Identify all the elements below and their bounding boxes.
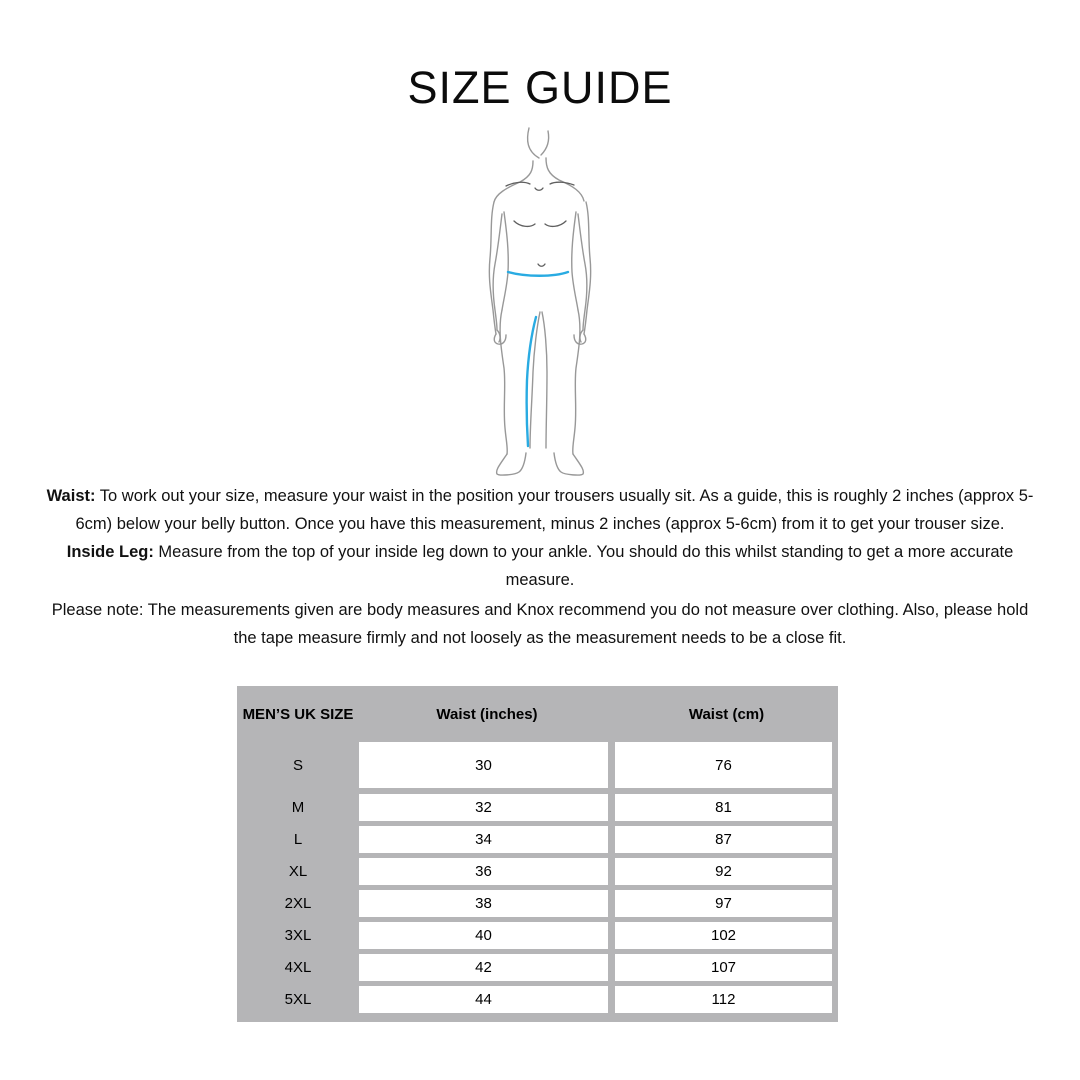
waist-measurement-line (508, 272, 568, 276)
waist-inches-cell: 30 (359, 742, 608, 788)
size-cell: 5XL (284, 991, 312, 1008)
waist-cm-cell: 107 (615, 954, 832, 981)
note-text: Please note: The measurements given are body measures and Knox recommend you do not measure over clothing. Also, please hold the tape measure firmly and not loosely as the measurement needs to be a close fit. (51, 601, 1029, 647)
header-waist-cm: Waist (cm) (688, 705, 765, 723)
waist-inches-cell: 32 (359, 794, 608, 821)
size-cell: M (291, 799, 305, 816)
table-row (237, 954, 838, 981)
size-table-header (237, 686, 838, 742)
waist-cm-cell: 102 (615, 922, 832, 949)
inside-leg-instruction-text: Measure from the top of your inside leg down to your ankle. You should do this whilst standing to get a more accurate measure. (158, 543, 1014, 589)
waist-instruction-text: To work out your size, measure your waist in the position your trousers usually sit. As a guide, this is roughly 2 inches (approx 5-6cm) below your belly button. Once you have this measurement, minus 2 inches (approx 5-6cm) from it to get your trouser size. (75, 487, 1034, 533)
size-cell: XL (288, 863, 308, 880)
waist-cm-cell: 112 (615, 986, 832, 1013)
waist-inches-cell: 36 (359, 858, 608, 885)
size-cell: 4XL (284, 959, 312, 976)
waist-inches-cell: 34 (359, 826, 608, 853)
waist-inches-cell: 42 (359, 954, 608, 981)
waist-inches-cell: 44 (359, 986, 608, 1013)
table-row (237, 890, 838, 917)
inside-leg-instruction (40, 538, 1040, 594)
waist-cm-cell: 87 (615, 826, 832, 853)
size-table (237, 686, 838, 1022)
waist-inches-cell: 40 (359, 922, 608, 949)
table-row (237, 858, 838, 885)
waist-instruction-label: Waist: (46, 487, 96, 505)
header-waist-inches: Waist (inches) (436, 705, 538, 723)
body-figure (470, 124, 610, 476)
page-title: SIZE GUIDE (407, 62, 673, 114)
size-cell: S (292, 756, 303, 774)
waist-instruction (40, 482, 1040, 538)
size-cell: 2XL (284, 895, 312, 912)
note-block (40, 596, 1040, 652)
body-figure-illustration (470, 124, 610, 476)
waist-cm-cell: 97 (615, 890, 832, 917)
waist-inches-cell: 38 (359, 890, 608, 917)
table-row (237, 922, 838, 949)
size-cell: L (293, 831, 303, 848)
table-row (237, 826, 838, 853)
inside-leg-instruction-label: Inside Leg: (66, 543, 154, 561)
waist-cm-cell: 81 (615, 794, 832, 821)
measurement-instructions (40, 482, 1040, 594)
header-mens-uk-size: MEN’S UK SIZE (242, 705, 354, 723)
waist-cm-cell: 76 (615, 742, 832, 788)
inside-leg-measurement-line (527, 317, 536, 446)
body-outline (489, 128, 590, 475)
waist-cm-cell: 92 (615, 858, 832, 885)
table-row (237, 742, 838, 788)
body-detail-lines (506, 182, 574, 266)
size-cell: 3XL (284, 927, 312, 944)
table-row (237, 986, 838, 1013)
table-row (237, 794, 838, 821)
